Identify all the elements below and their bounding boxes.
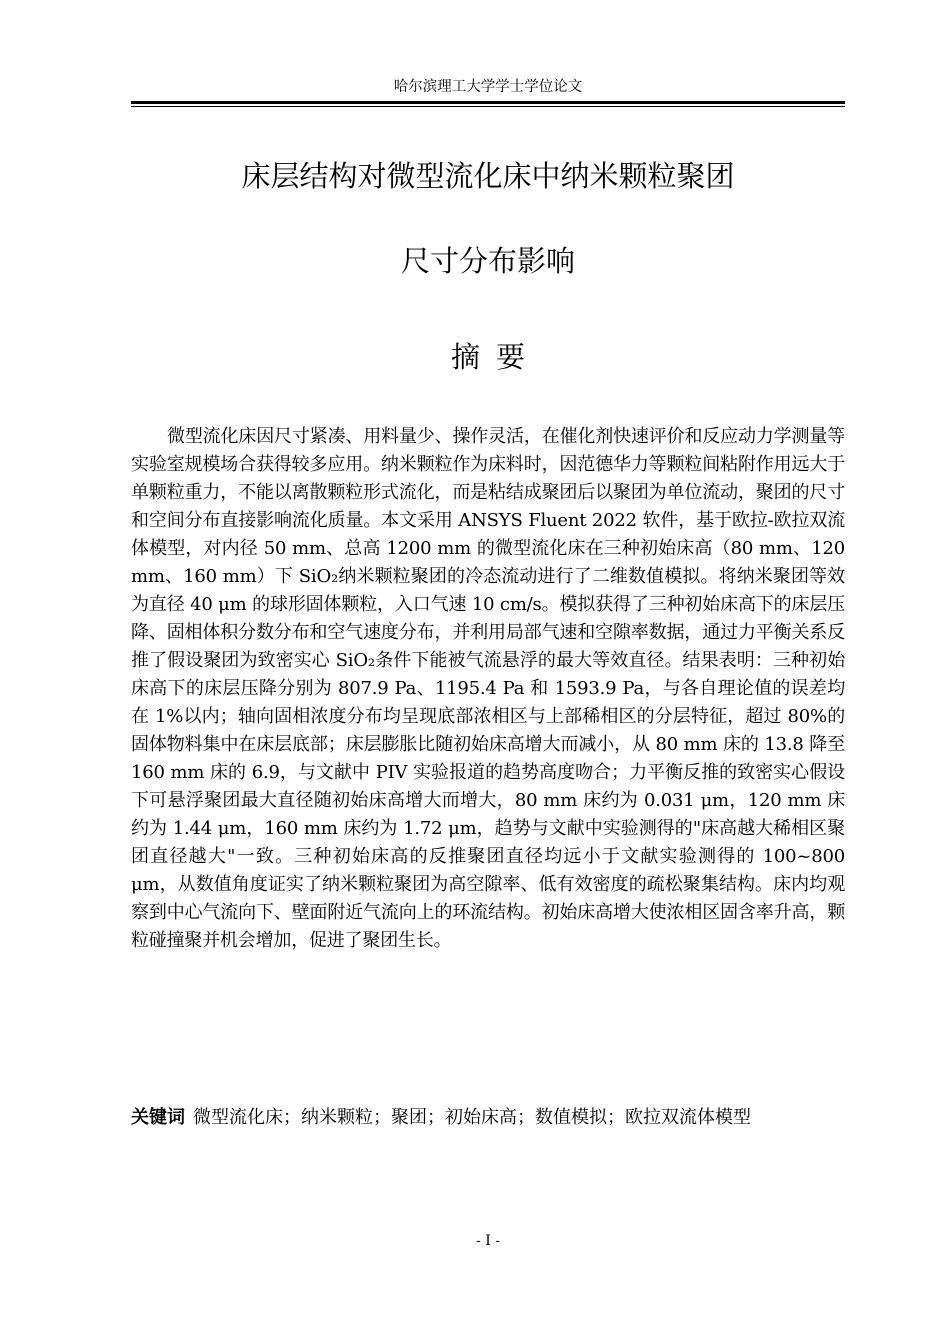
header-rule-thick	[131, 101, 845, 104]
keywords-text: 微型流化床；纳米颗粒；聚团；初始床高；数值模拟；欧拉双流体模型	[193, 1107, 751, 1128]
keywords-paragraph	[131, 1104, 845, 1132]
thesis-title-line-2: 尺寸分布影响	[400, 244, 575, 278]
page-number: - I -	[476, 1233, 500, 1249]
abstract-heading: 摘要	[450, 340, 541, 374]
running-header: 哈尔滨理工大学学士学位论文	[393, 79, 583, 95]
header-rule-thin	[131, 106, 845, 107]
keywords-label: 关键词	[131, 1107, 185, 1128]
thesis-title-line-1: 床层结构对微型流化床中纳米颗粒聚团	[241, 159, 735, 193]
abstract-body: 微型流化床因尺寸紧凑、用料量少、操作灵活，在催化剂快速评价和反应动力学测量等实验室规模场合获得较多应用。纳米颗粒作为床料时，因范德华力等颗粒间粘附作用远大于单颗粒重力，不能以离散颗粒形式流化，而是粘结成聚团后以聚团为单位流动，聚团的尺寸和空间分布直接影响流化质量。本文采用 ANSYS Fluent 2022 软件，基于欧拉-欧拉双流体模型，对内径 50 mm、总高 1200 mm 的微型流化床在三种初始床高（80 mm、120 mm、160 mm）下 SiO₂纳米颗粒聚团的冷态流动进行了二维数值模拟。将纳米聚团等效为直径 40 μm 的球形固体颗粒，入口气速 10 cm/s。模拟获得了三种初始床高下的床层压降、固相体积分数分布和空气速度分布，并利用局部气速和空隙率数据，通过力平衡关系反推了假设聚团为致密实心 SiO₂条件下能被气流悬浮的最大等效直径。结果表明：三种初始床高下的床层压降分别为 807.9 Pa、1195.4 Pa 和 1593.9 Pa，与各自理论值的误差均在 1%以内；轴向固相浓度分布均呈现底部浓相区与上部稀相区的分层特征，超过 80%的固体物料集中在床层底部；床层膨胀比随初始床高增大而减小，从 80 mm 床的 13.8 降至 160 mm 床的 6.9，与文献中 PIV 实验报道的趋势高度吻合；力平衡反推的致密实心假设下可悬浮聚团最大直径随初始床高增大而增大，80 mm 床约为 0.031 μm，120 mm 床约为 1.44 μm，160 mm 床约为 1.72 μm，趋势与文献中实验测得的"床高越大稀相区聚团直径越大"一致。三种初始床高的反推聚团直径均远小于文献实验测得的 100~800 μm，从数值角度证实了纳米颗粒聚团为高空隙率、低有效密度的疏松聚集结构。床内均观察到中心气流向下、壁面附近气流向上的环流结构。初始床高增大使浓相区固含率升高，颗粒碰撞聚并机会增加，促进了聚团生长。	[131, 426, 845, 951]
